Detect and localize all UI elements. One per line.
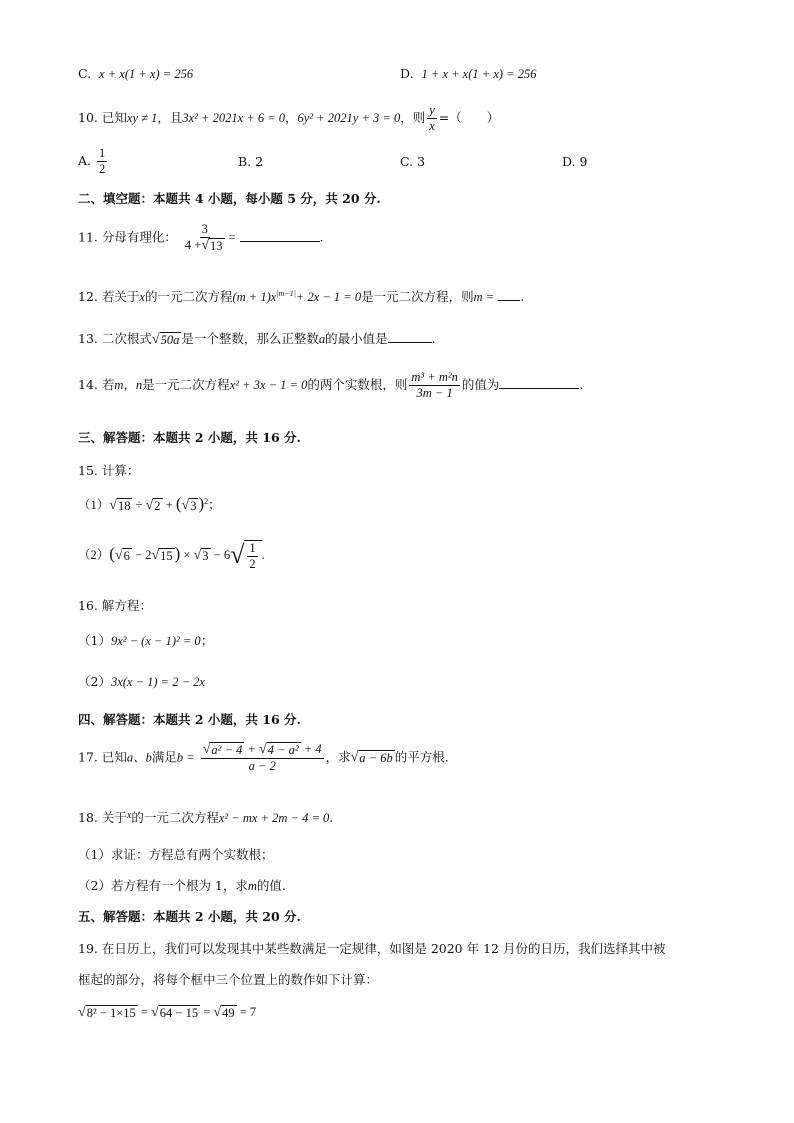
q15-part2: （2）( √ 6 − 2 √ 15 ) × √ 3 − 6 √ $\frac{1}{2}$ . [78,540,265,571]
radical: √ 6 [114,548,130,563]
denominator [183,238,227,254]
radicand: a − 6b [359,751,393,766]
text: 分母有理化： [101,229,177,245]
option-label: A. [78,153,92,168]
numerator [201,742,324,759]
q9-option-c [78,66,193,82]
math-expression: x² − mx + 2m − 4 = 0 [218,811,330,825]
q10-option-d: D. 9 [562,154,588,169]
math-expression: m = [473,290,495,304]
question-number: 12. [78,289,98,304]
numerator: m³ + m²n [411,370,458,384]
text: . [520,289,525,304]
radical: √ 2 [145,498,161,514]
q10-option-b: B. 2 [238,154,264,169]
operator: × [183,547,191,562]
q19-line2: 框起的部分，将每个框中三个位置上的数作如下计算： [78,972,379,987]
text: 是一元二次方程，则 [361,289,474,304]
answer-blank[interactable] [498,289,520,301]
math-expression: 3x(x − 1) = 2 − 2x [110,675,205,689]
q18-part2 [78,876,286,894]
section-heading: 四、解答题：本题共 2 小题，共 16 分. [78,712,301,727]
question-number: 11. [78,229,98,245]
exponent: |m−1| [276,288,296,298]
q15-part1: （1） √ 18 ÷ √ 2 + ( √ 3 )$^2$； [78,494,221,514]
q19-formula [78,1005,256,1021]
radicand: 15 [160,549,173,563]
radical: √ 13 [201,238,223,254]
q18-part1: （1）求证：方程总有两个实数根； [78,847,274,862]
text: 关于 [101,810,127,825]
fraction [427,103,437,134]
text: 若 [101,377,115,392]
question-number: 10. [78,110,98,125]
den-term: 4 + [184,238,202,252]
text: . [319,229,324,245]
text: 已知 [101,110,127,125]
text: 的两个实数根，则 [307,377,408,392]
text: 的平方根. [394,749,449,765]
text: ，求 [325,749,351,765]
math-expression: = 7 [239,1005,257,1019]
text: 已知 [101,749,127,765]
q10-option-a [78,146,109,177]
radicand: 3 [190,499,197,514]
radical: √ 4 − a² [259,742,299,758]
q16-part2 [78,672,205,690]
fraction [97,146,107,177]
radicand: 3 [202,549,209,563]
radicand [244,540,261,572]
radicand: 8² − 1×15 [86,1006,136,1021]
q10-option-c: C. 3 [400,154,426,169]
part-label: （2） [78,674,111,689]
operator: + 4 [303,742,322,756]
answer-blank[interactable] [240,230,320,242]
question-number: 17. [78,749,98,765]
radicand: 18 [117,499,131,514]
operator: = [140,1005,148,1019]
radical: √ a² − 4 [202,742,243,758]
math-expression: 6y² + 2021y + 3 = 0 [297,111,401,125]
fraction [183,222,227,254]
question-number: 18. [78,810,98,825]
radical: √ 3 [181,498,197,514]
text: ； [208,498,221,512]
answer-blank[interactable] [388,331,432,343]
numerator: 1 [249,541,256,555]
text: 是一元二次方程 [142,377,230,392]
text: ， [285,110,298,125]
denominator: 2 [99,162,106,176]
denominator: 3m − 1 [416,386,453,400]
part-label: （1） [78,498,110,512]
text: ，则 [400,110,426,125]
radicand: 13 [210,239,223,254]
radical: √ 64 − 15 [151,1005,199,1021]
radical: √ 18 [109,498,131,514]
answer-blank[interactable] [499,377,579,389]
radicand: 4 − a² [267,743,299,758]
radicand: 6 [123,549,130,563]
denominator: 2 [249,557,256,571]
variable: x [126,810,132,821]
operator: + [165,498,173,512]
operator: + [247,742,256,756]
section-heading: 三、解答题：本题共 2 小题，共 16 分. [78,430,301,445]
fraction [247,541,257,572]
option-label: D. [400,66,414,81]
text: 二次根式 [101,331,152,346]
text: 的值. [256,878,286,893]
answer-bracket: =（ ） [438,110,500,125]
text: 的一元二次方程 [131,810,219,825]
radical: √ 15 [151,548,173,563]
question-number: 13. [78,331,98,346]
text: . [329,810,334,825]
math-expression: (m + 1)x [232,290,277,304]
variable: x [139,290,145,304]
q9-option-d [400,66,536,82]
section-heading: 二、填空题：本题共 4 小题，每小题 5 分，共 20 分. [78,191,381,206]
math-expression: x + x(1 + x) = 256 [99,67,194,81]
operator: ÷ [135,498,143,512]
section-heading: 五、解答题：本题共 2 小题，共 20 分. [78,909,301,924]
q11 [78,222,324,254]
numerator: 1 [99,146,106,160]
q13 [78,329,436,348]
numerator: y [429,103,435,117]
text: ； [200,633,214,648]
q16-head: 16. 解方程： [78,598,152,613]
math-expression: b = [176,750,195,765]
text: （2）若方程有一个根为 1，求 [78,878,248,893]
text: 的最小值是 [325,331,388,346]
text: 若关于 [101,289,140,304]
radicand: a² − 4 [211,743,243,758]
text: . [579,377,584,392]
radical: √ 8² − 1×15 [78,1005,136,1021]
q19-line1: 19. 在日历上，我们可以发现其中某些数满足一定规律，如图是 2020 年 12 月份的日历，我们选择其中被 [78,941,666,956]
denominator: a − 2 [248,759,276,774]
q17 [78,742,449,774]
numerator: 3 [201,222,208,236]
radicand: 49 [222,1006,235,1021]
math-expression: 1 + x + x(1 + x) = 256 [421,67,537,81]
variable: m [247,879,257,893]
q12 [78,287,524,305]
math-expression: 9x² − (x − 1)² = 0 [110,634,201,648]
variable: m，n [114,378,143,392]
radical: √ 49 [213,1005,235,1021]
text: 是一个整数，那么正整数 [181,331,319,346]
radicand: 64 − 15 [159,1006,199,1021]
text: . [261,547,265,562]
q15-head: 15. 计算： [78,463,140,478]
math-expression: xy ≠ 1 [126,111,158,125]
fraction [409,370,459,401]
text: . [431,331,436,346]
option-label: C. [78,66,92,81]
radical: √ 50a [151,331,180,347]
radicand: 2 [154,499,161,514]
math-expression: + 2x − 1 = 0 [295,290,362,304]
operator: − 2 [135,547,152,562]
math-expression: x² + 3x − 1 = 0 [229,378,308,392]
radical: √ a − 6b [350,750,393,766]
radical: √ $\frac{1}{2}$ [230,540,262,572]
text: 满足 [151,749,177,765]
equals-sign: = [228,230,236,245]
q16-part1 [78,631,213,649]
q10-stem [78,103,499,134]
variable: a、b [126,750,152,765]
text: ，且 [157,110,183,125]
math-expression: 3x² + 2021x + 6 = 0 [182,111,286,125]
q14 [78,370,583,401]
fraction [201,742,324,774]
denominator: x [429,119,435,133]
radical: √ 3 [193,548,209,563]
radicand: 50a [160,332,180,347]
operator: = [203,1005,211,1019]
exponent: 2 [204,496,209,506]
text: 的值为 [461,377,500,392]
variable: a [318,332,326,346]
part-label: （2） [78,547,110,562]
part-label: （1） [78,633,111,648]
question-number: 14. [78,377,98,392]
q18 [78,808,333,826]
text: 的一元二次方程 [144,289,233,304]
operator: − 6 [213,547,231,562]
